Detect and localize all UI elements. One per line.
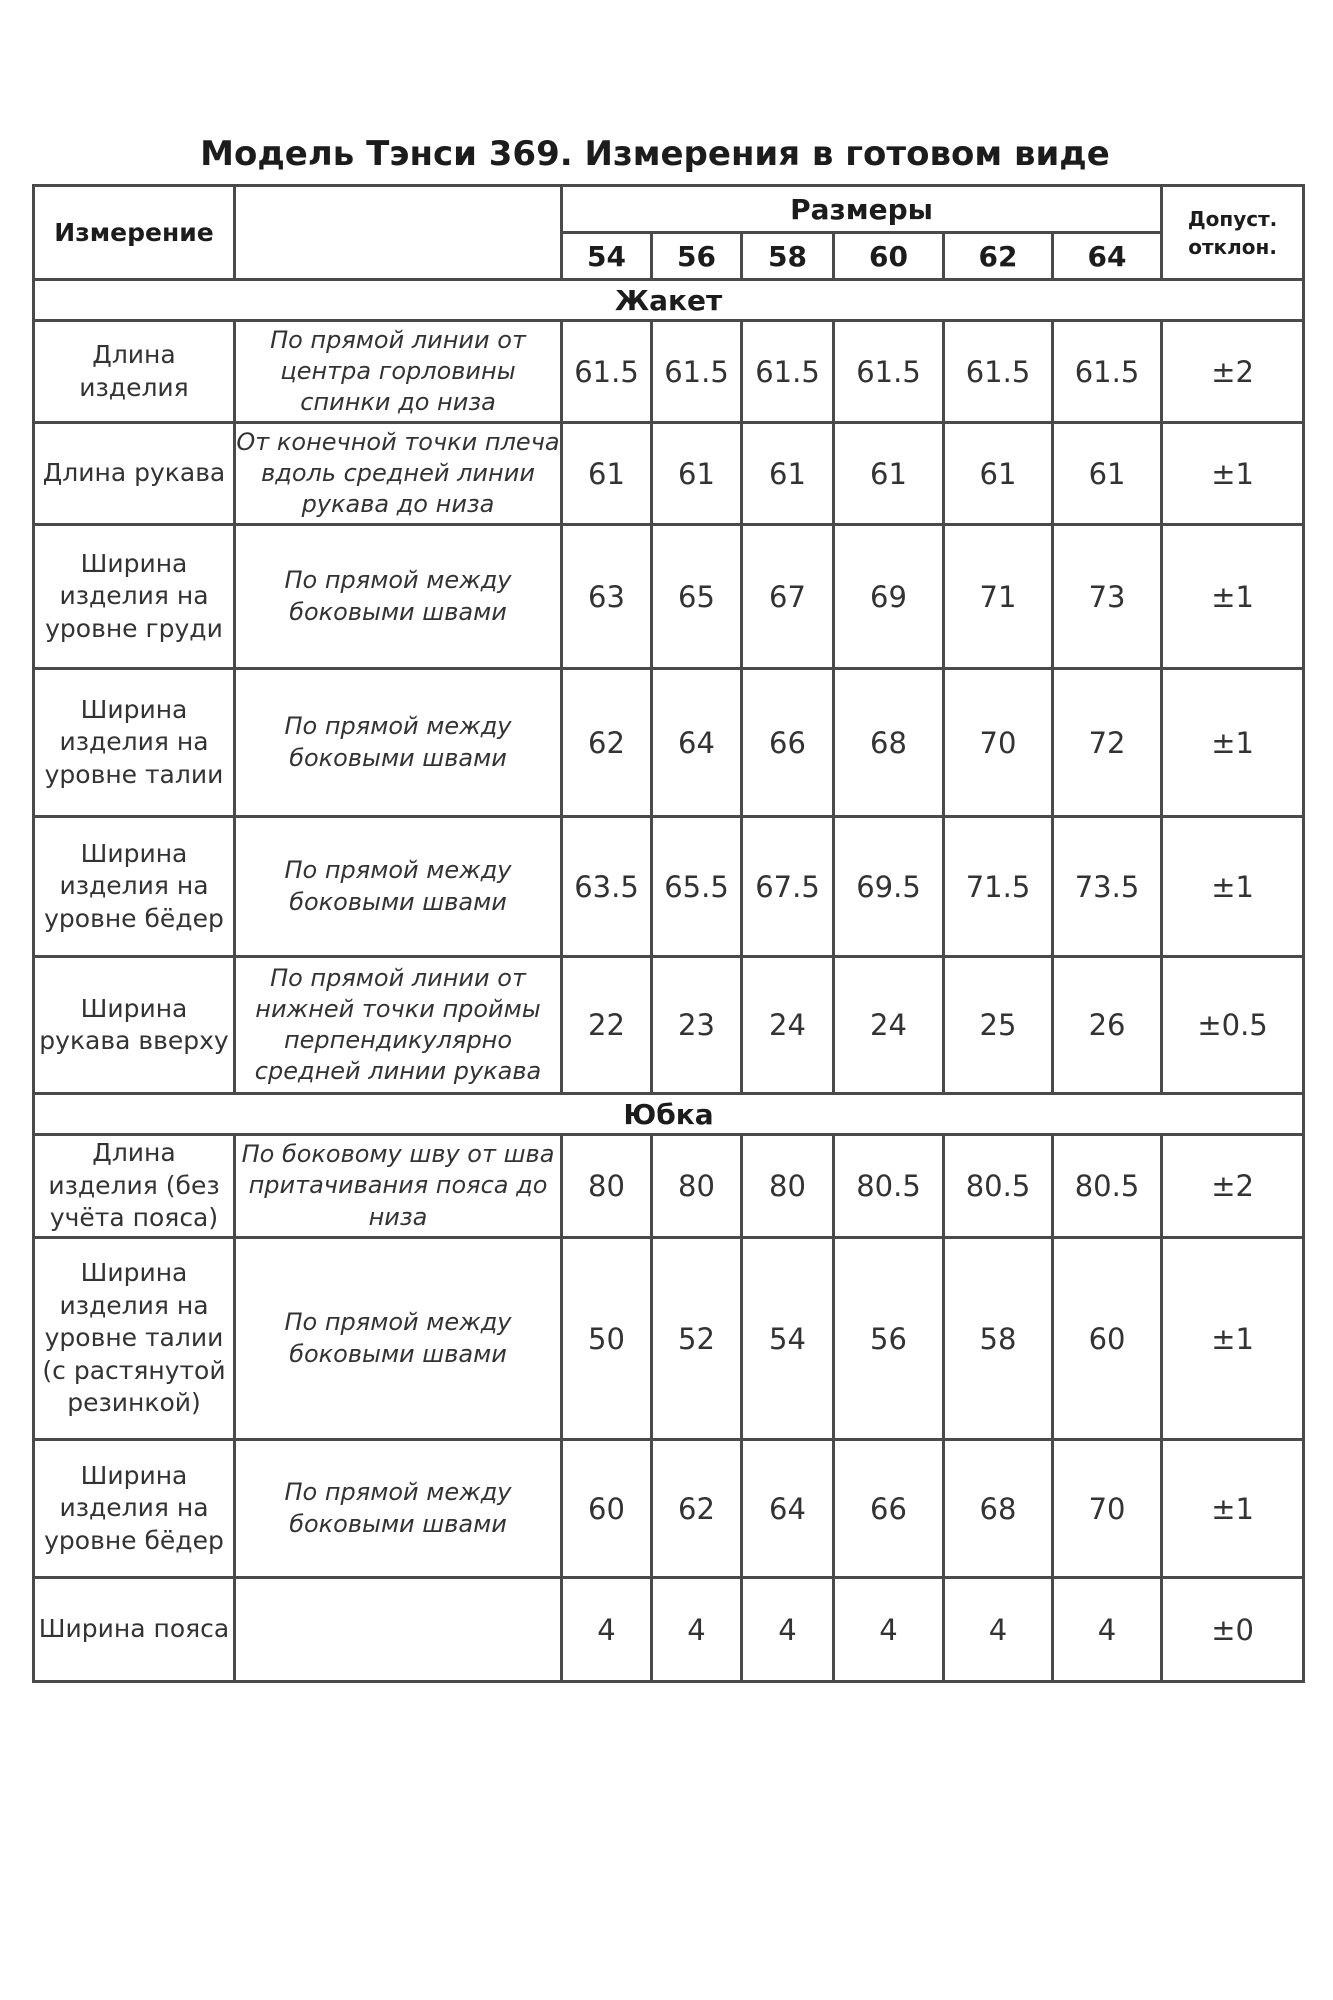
size-value: 68 xyxy=(944,1440,1053,1578)
size-value: 4 xyxy=(834,1578,944,1682)
section-title: Юбка xyxy=(34,1094,1304,1135)
measurement-name: Длина изделия (без учёта пояса) xyxy=(34,1135,235,1238)
measurement-description: От конечной точки плеча вдоль средней линии рукава до низа xyxy=(235,423,562,525)
size-value: 61 xyxy=(834,423,944,525)
size-value: 54 xyxy=(742,1238,834,1440)
section-row xyxy=(34,280,1304,321)
tolerance-value: ±1 xyxy=(1162,525,1304,669)
size-value: 64 xyxy=(742,1440,834,1578)
header-tolerance: Допуст. отклон. xyxy=(1162,186,1304,280)
size-value: 61.5 xyxy=(742,321,834,423)
size-value: 63.5 xyxy=(562,817,652,957)
header-size: 62 xyxy=(944,233,1053,280)
size-value: 65.5 xyxy=(652,817,742,957)
size-value: 4 xyxy=(742,1578,834,1682)
size-value: 61.5 xyxy=(562,321,652,423)
size-value: 64 xyxy=(652,669,742,817)
size-value: 56 xyxy=(834,1238,944,1440)
measurement-name: Ширина изделия на уровне бёдер xyxy=(34,817,235,957)
header-description xyxy=(235,186,562,280)
size-value: 70 xyxy=(944,669,1053,817)
size-value: 62 xyxy=(562,669,652,817)
table-row xyxy=(34,1135,1304,1238)
size-value: 61 xyxy=(742,423,834,525)
table-row xyxy=(34,525,1304,669)
size-value: 80 xyxy=(562,1135,652,1238)
measurement-description: По прямой линии от центра горловины спинки до низа xyxy=(235,321,562,423)
tolerance-value: ±2 xyxy=(1162,1135,1304,1238)
size-value: 80.5 xyxy=(1053,1135,1162,1238)
header-size: 54 xyxy=(562,233,652,280)
table-row xyxy=(34,1440,1304,1578)
size-value: 71 xyxy=(944,525,1053,669)
size-value: 24 xyxy=(742,957,834,1094)
size-value: 4 xyxy=(652,1578,742,1682)
size-value: 72 xyxy=(1053,669,1162,817)
table-row xyxy=(34,957,1304,1094)
size-value: 61.5 xyxy=(834,321,944,423)
measurement-name: Ширина изделия на уровне талии (с растянутой резинкой) xyxy=(34,1238,235,1440)
table-row xyxy=(34,1238,1304,1440)
measurement-name: Ширина изделия на уровне талии xyxy=(34,669,235,817)
size-value: 23 xyxy=(652,957,742,1094)
measurement-description: По прямой линии от нижней точки проймы перпендикулярно средней линии рукава xyxy=(235,957,562,1094)
measurement-description: По прямой между боковыми швами xyxy=(235,1440,562,1578)
measurements-table xyxy=(32,184,1305,1683)
tolerance-value: ±1 xyxy=(1162,1440,1304,1578)
size-value: 61 xyxy=(944,423,1053,525)
tolerance-value: ±2 xyxy=(1162,321,1304,423)
size-value: 61 xyxy=(1053,423,1162,525)
table-row xyxy=(34,817,1304,957)
header-size: 64 xyxy=(1053,233,1162,280)
size-value: 61.5 xyxy=(944,321,1053,423)
measurement-description: По прямой между боковыми швами xyxy=(235,669,562,817)
measurement-name: Ширина рукава вверху xyxy=(34,957,235,1094)
size-value: 69.5 xyxy=(834,817,944,957)
size-value: 66 xyxy=(742,669,834,817)
size-value: 61 xyxy=(652,423,742,525)
size-value: 80.5 xyxy=(834,1135,944,1238)
size-value: 4 xyxy=(562,1578,652,1682)
size-value: 4 xyxy=(944,1578,1053,1682)
measurement-name: Ширина изделия на уровне бёдер xyxy=(34,1440,235,1578)
size-value: 69 xyxy=(834,525,944,669)
measurement-description: По прямой между боковыми швами xyxy=(235,817,562,957)
size-value: 80 xyxy=(652,1135,742,1238)
size-value: 61 xyxy=(562,423,652,525)
measurement-name: Ширина пояса xyxy=(34,1578,235,1682)
size-value: 70 xyxy=(1053,1440,1162,1578)
size-value: 4 xyxy=(1053,1578,1162,1682)
header-size: 58 xyxy=(742,233,834,280)
size-value: 80 xyxy=(742,1135,834,1238)
size-value: 71.5 xyxy=(944,817,1053,957)
size-value: 24 xyxy=(834,957,944,1094)
size-value: 73.5 xyxy=(1053,817,1162,957)
table-body xyxy=(34,280,1304,1682)
size-value: 61.5 xyxy=(1053,321,1162,423)
page-title: Модель Тэнси 369. Измерения в готовом виде xyxy=(200,134,1110,174)
size-value: 60 xyxy=(1053,1238,1162,1440)
header-sizes: Размеры xyxy=(562,186,1162,233)
size-value: 65 xyxy=(652,525,742,669)
header-size: 60 xyxy=(834,233,944,280)
size-value: 22 xyxy=(562,957,652,1094)
measurement-name: Длина рукава xyxy=(34,423,235,525)
size-value: 60 xyxy=(562,1440,652,1578)
size-value: 25 xyxy=(944,957,1053,1094)
table-row xyxy=(34,1578,1304,1682)
size-value: 50 xyxy=(562,1238,652,1440)
size-value: 61.5 xyxy=(652,321,742,423)
tolerance-value: ±1 xyxy=(1162,669,1304,817)
section-title: Жакет xyxy=(34,280,1304,321)
measurement-description xyxy=(235,1578,562,1682)
size-value: 73 xyxy=(1053,525,1162,669)
table-row xyxy=(34,423,1304,525)
size-value: 67.5 xyxy=(742,817,834,957)
measurement-name: Длина изделия xyxy=(34,321,235,423)
tolerance-value: ±1 xyxy=(1162,423,1304,525)
table-row xyxy=(34,321,1304,423)
header-size: 56 xyxy=(652,233,742,280)
table-row xyxy=(34,669,1304,817)
measurement-description: По прямой между боковыми швами xyxy=(235,525,562,669)
tolerance-value: ±1 xyxy=(1162,1238,1304,1440)
tolerance-value: ±1 xyxy=(1162,817,1304,957)
header-measurement: Измерение xyxy=(34,186,235,280)
size-value: 67 xyxy=(742,525,834,669)
measurement-name: Ширина изделия на уровне груди xyxy=(34,525,235,669)
measurement-description: По прямой между боковыми швами xyxy=(235,1238,562,1440)
section-row xyxy=(34,1094,1304,1135)
size-value: 80.5 xyxy=(944,1135,1053,1238)
measurement-description: По боковому шву от шва притачивания пояса до низа xyxy=(235,1135,562,1238)
size-value: 63 xyxy=(562,525,652,669)
tolerance-value: ±0.5 xyxy=(1162,957,1304,1094)
size-value: 58 xyxy=(944,1238,1053,1440)
size-value: 26 xyxy=(1053,957,1162,1094)
size-value: 68 xyxy=(834,669,944,817)
size-value: 66 xyxy=(834,1440,944,1578)
tolerance-value: ±0 xyxy=(1162,1578,1304,1682)
size-value: 62 xyxy=(652,1440,742,1578)
size-value: 52 xyxy=(652,1238,742,1440)
